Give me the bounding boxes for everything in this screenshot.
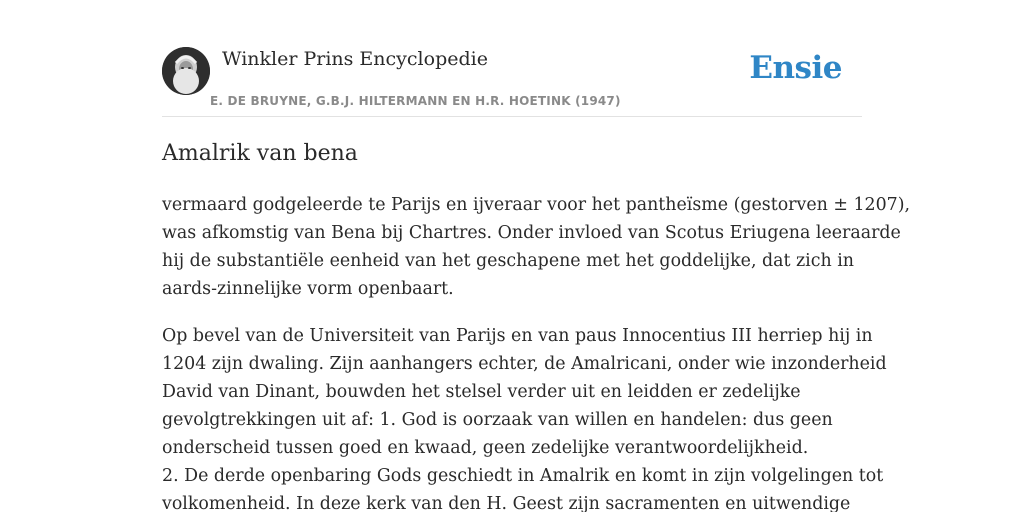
- bearded-portrait-icon: [162, 47, 210, 95]
- article-title: Amalrik van bena: [162, 141, 358, 166]
- paragraph-line: aards-zinnelijke vorm openbaart.: [162, 279, 454, 299]
- paragraph-line: volkomenheid. In deze kerk van den H. Geest zijn sacramenten en uitwendige: [162, 494, 851, 512]
- paragraph-line: onderscheid tussen goed en kwaad, geen zedelijke verantwoordelijkheid.: [162, 438, 809, 458]
- source-authors: E. DE BRUYNE, G.B.J. HILTERMANN EN H.R. HOETINK (1947): [210, 94, 621, 108]
- paragraph-line: 2. De derde openbaring Gods geschiedt in Amalrik en komt in zijn volgelingen tot: [162, 466, 884, 486]
- paragraph-line: was afkomstig van Bena bij Chartres. Onder invloed van Scotus Eriugena leeraarde: [162, 223, 901, 243]
- source-header: [162, 44, 862, 117]
- paragraph-line: 1204 zijn dwaling. Zijn aanhangers echter, de Amalricani, onder wie inzonderheid: [162, 354, 887, 374]
- source-title[interactable]: Winkler Prins Encyclopedie: [222, 48, 488, 70]
- avatar[interactable]: [162, 47, 210, 95]
- article-paragraph: [162, 322, 887, 512]
- paragraph-line: Op bevel van de Universiteit van Parijs en van paus Innocentius III herriep hij in: [162, 326, 873, 346]
- article-body: [162, 191, 911, 512]
- article: [162, 138, 911, 512]
- paragraph-line: vermaard godgeleerde te Parijs en ijveraar voor het pantheïsme (gestorven ± 1207),: [162, 195, 911, 215]
- paragraph-line: David van Dinant, bouwden het stelsel verder uit en leidden er zedelijke: [162, 382, 801, 402]
- paragraph-line: gevolgtrekkingen uit af: 1. God is oorzaak van willen en handelen: dus geen: [162, 410, 833, 430]
- ensie-logo-link[interactable]: Ensie: [749, 50, 842, 86]
- article-paragraph: [162, 191, 911, 303]
- paragraph-line: hij de substantiële eenheid van het geschapene met het goddelijke, dat zich in: [162, 251, 854, 271]
